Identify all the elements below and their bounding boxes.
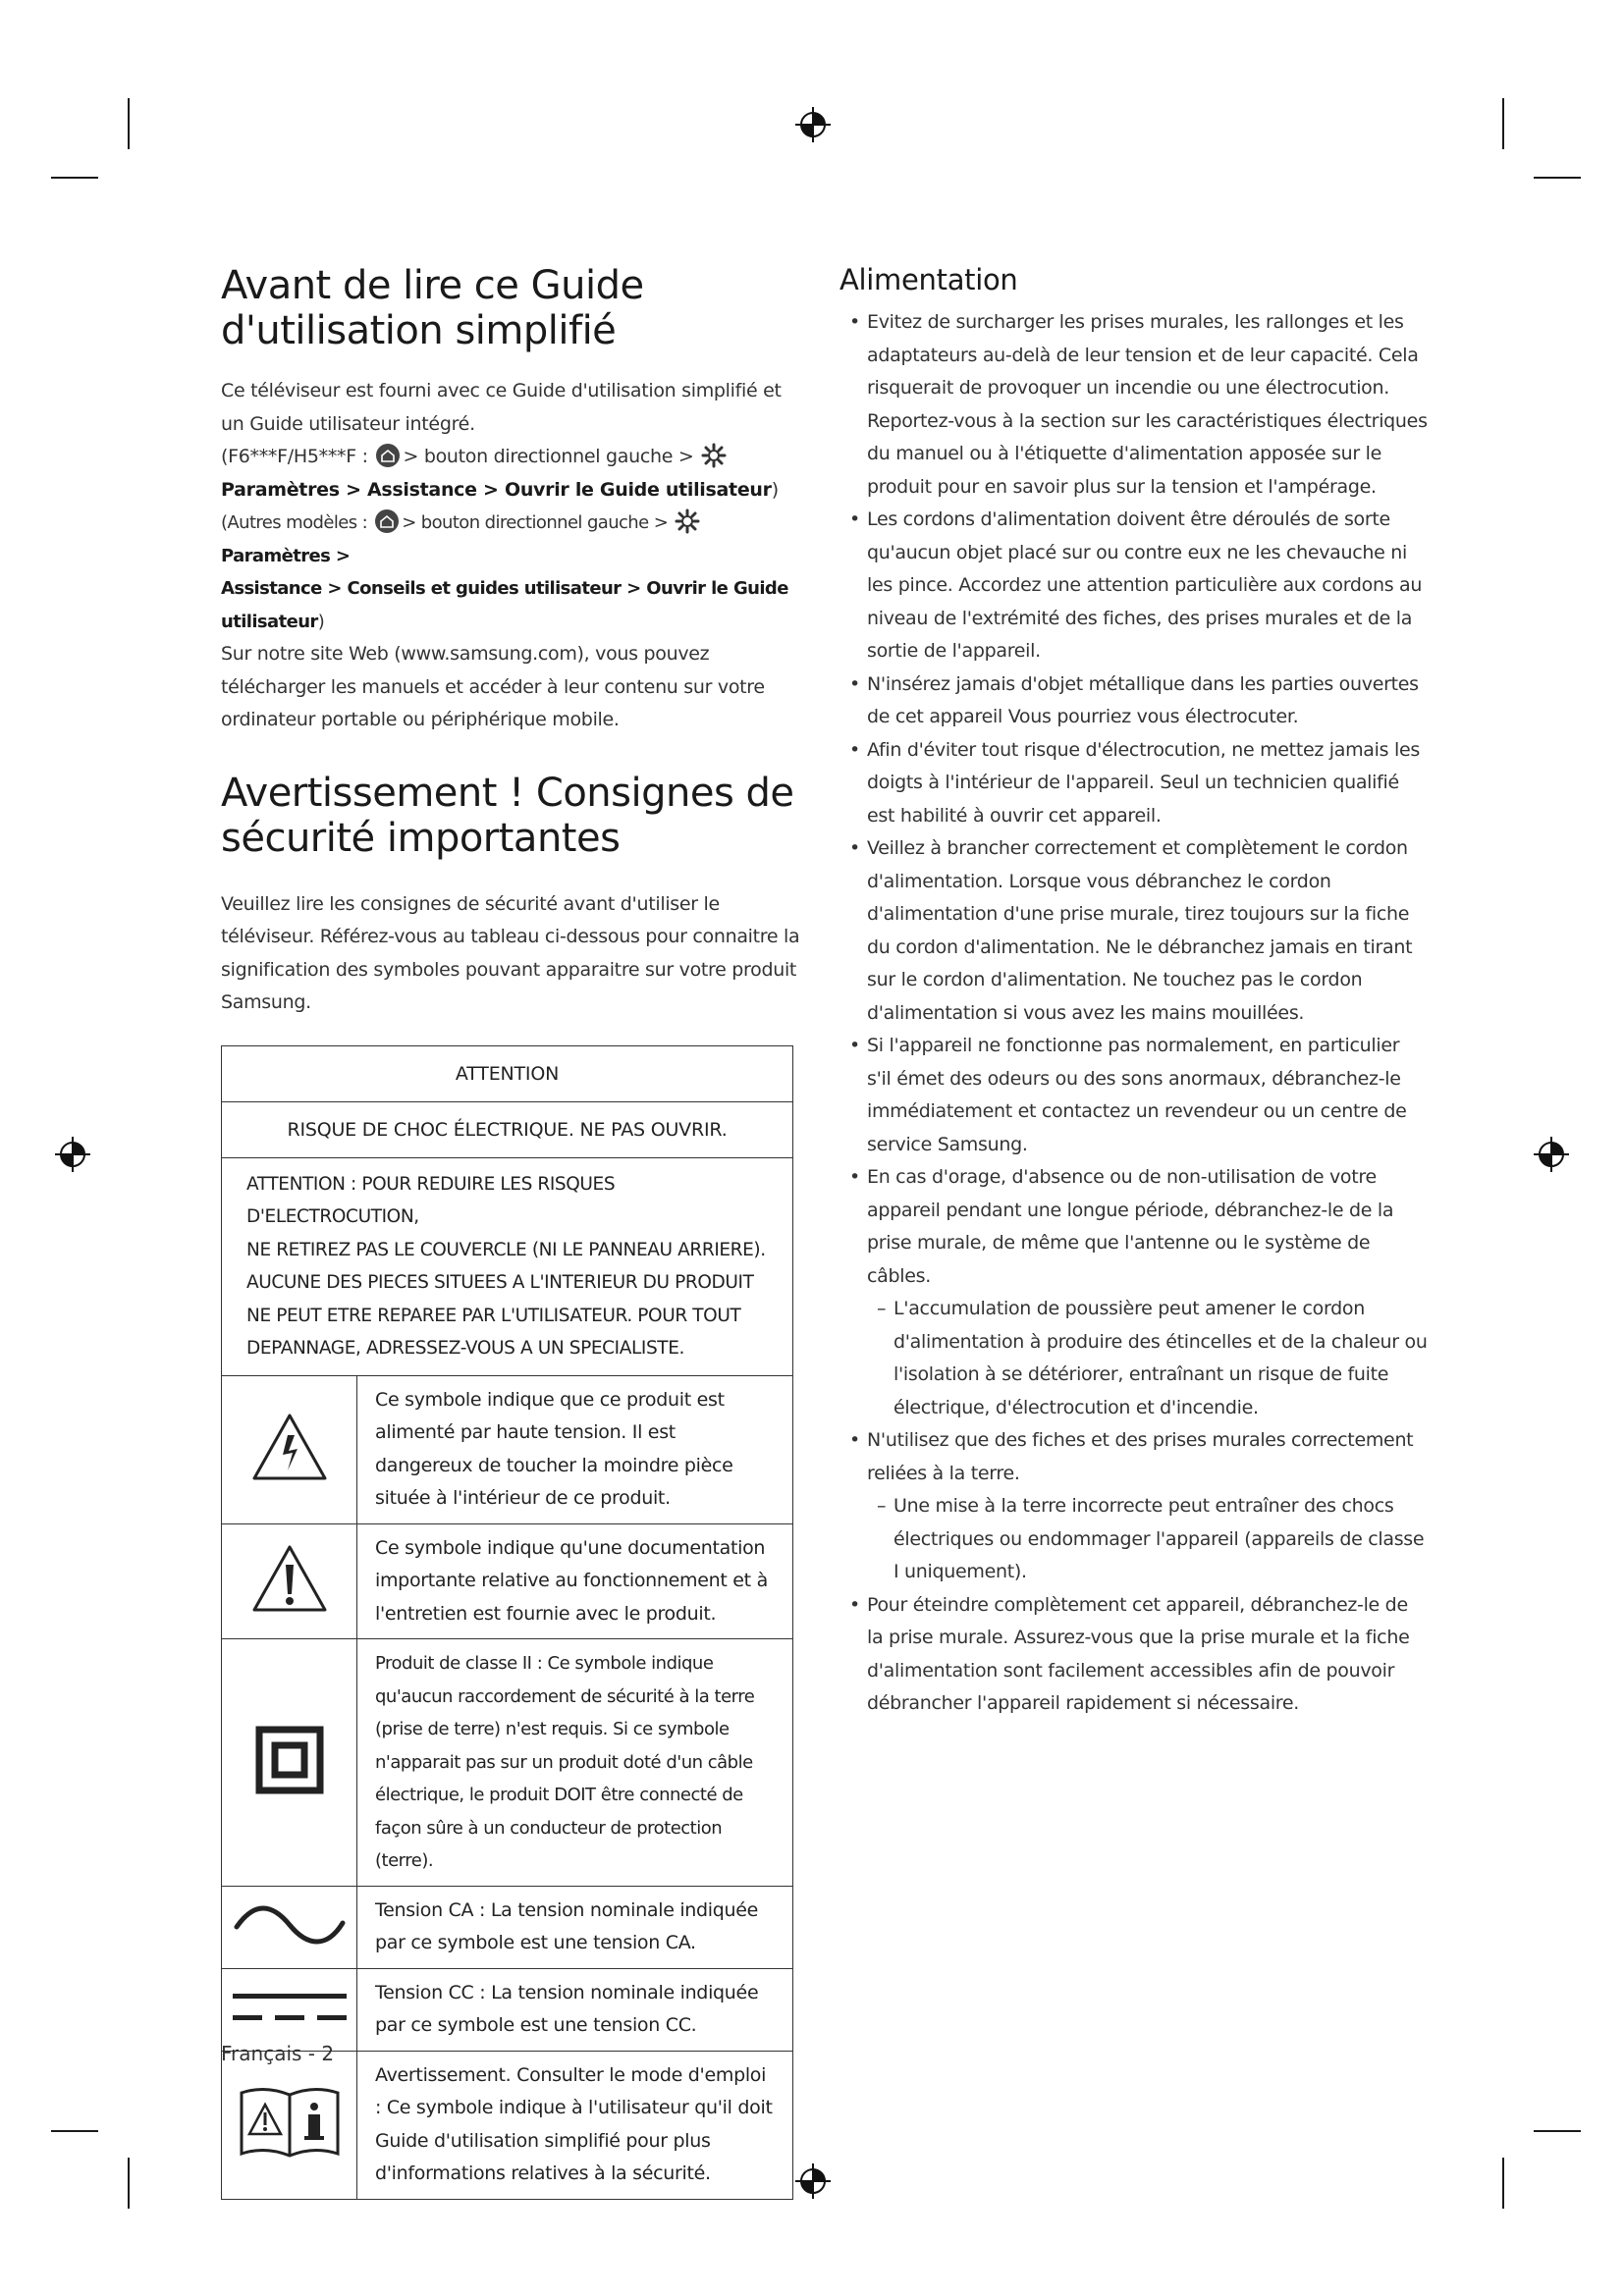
crop-mark	[1534, 2130, 1581, 2132]
sub-item: – L'accumulation de poussière peut amener le cordon d'alimentation à produire des étincelles et de la chaleur ou l'isolation à se détériorer, entraînant un risque de fuite électrique, d'électrocution et d'incendie.	[877, 1298, 1428, 1418]
menu-path-other: (Autres modèles : > bouton directionnel gauche > Paramètres > Assistance > Conseils et guides utilisateur > Ouvrir le Guide utilisateur)	[221, 507, 800, 638]
table-row: Ce symbole indique que ce produit est alimenté par haute tension. Il est dangereux de toucher la moindre pièce située à l'intérieur de ce produit.	[222, 1375, 793, 1523]
list-item: • Evitez de surcharger les prises murales, les rallonges et les adaptateurs au-delà de leur tension et de leur capacité. Cela risquerait de provoquer un incendie ou une électrocution. Reportez-vous à la section sur les caractéristiques électriques du manuel ou à l'étiquette d'alimentation apposée sur le produit pour en savoir plus sur la tension et l'ampérage.	[849, 311, 1428, 498]
sub-item: – Une mise à la terre incorrecte peut entraîner des chocs électriques ou endommager l'appareil (appareils de classe I uniquement).	[877, 1495, 1425, 1582]
list-item: • Les cordons d'alimentation doivent être déroulés de sorte qu'aucun objet placé sur ou contre eux ne les chevauche ni les pince. Accordez une attention particulière aux cordons au niveau de l'extrémité des fiches, des prises murales et de la sortie de l'appareil.	[849, 508, 1423, 662]
dc-lines-icon	[231, 1988, 349, 2027]
table-row: Avertissement. Consulter le mode d'emploi : Ce symbole indique à l'utilisateur qu'il doit Guide d'utilisation simplifié pour plus d'informations relatives à la sécurité.	[222, 2051, 793, 2199]
list-item: • Si l'appareil ne fonctionne pas normalement, en particulier s'il émet des odeurs ou des sons anormaux, débranchez-le immédiatement et contactez un revendeur ou un centre de service Samsung.	[849, 1035, 1407, 1155]
class-ii-double-square-icon	[255, 1726, 324, 1794]
page-footer: Français - 2	[221, 2042, 335, 2065]
left-column	[221, 263, 800, 2200]
section-title-alimentation: Alimentation	[839, 263, 1018, 296]
symbols-table	[221, 1045, 793, 2200]
ac-wave-icon	[233, 1905, 347, 1945]
home-icon	[374, 508, 400, 534]
table-row: Tension CC : La tension nominale indiquée par ce symbole est une tension CC.	[222, 1968, 793, 2051]
list-item: • Veillez à brancher correctement et complètement le cordon d'alimentation. Lorsque vous débranchez le cordon d'alimentation d'une prise murale, tirez toujours sur la fiche du cordon d'alimentation. Ne le débranchez jamais en tirant sur le cordon d'alimentation. Ne touchez pas le cordon d'alimentation si vous avez les mains mouillées.	[849, 837, 1413, 1024]
safety-title: Avertissement ! Consignes de sécurité importantes	[221, 770, 794, 861]
table-row: Produit de classe II : Ce symbole indique qu'aucun raccordement de sécurité à la terre (prise de terre) n'est requis. Si ce symbole n'apparait pas sur un produit doté d'un câble électrique, le produit DOIT être connecté de façon sûre à un conducteur de protection (terre).	[222, 1639, 793, 1887]
crop-mark	[1502, 98, 1504, 149]
registration-mark-icon	[53, 1135, 92, 1174]
home-icon	[375, 443, 401, 468]
power-bullets	[839, 306, 1429, 1721]
attention-header: ATTENTION	[222, 1045, 793, 1101]
table-row: Ce symbole indique qu'une documentation importante relative au fonctionnement et à l'entretien est fournie avec le produit.	[222, 1523, 793, 1639]
safety-intro: Veuillez lire les consignes de sécurité avant d'utiliser le téléviseur. Référez-vous au tableau ci-dessous pour connaitre la signification des symboles pouvant apparaitre sur votre produit Samsung.	[221, 892, 800, 1013]
crop-mark	[128, 2158, 130, 2209]
registration-mark-icon	[1532, 1135, 1571, 1174]
crop-mark	[1534, 177, 1581, 179]
high-voltage-triangle-icon	[250, 1412, 329, 1482]
list-item: • N'insérez jamais d'objet métallique dans les parties ouvertes de cet appareil Vous pourriez vous électrocuter.	[849, 672, 1419, 727]
risk-header: RISQUE DE CHOC ÉLECTRIQUE. NE PAS OUVRIR.	[222, 1101, 793, 1157]
crop-mark	[51, 2130, 98, 2132]
website-paragraph: Sur notre site Web (www.samsung.com), vous pouvez télécharger les manuels et accéder à leur contenu sur votre ordinateur portable ou périphérique mobile.	[221, 643, 765, 730]
list-item: • Pour éteindre complètement cet appareil, débranchez-le de la prise murale. Assurez-vous que la prise murale et la fiche d'alimentation sont facilement accessibles afin de pouvoir débrancher l'appareil rapidement si nécessaire.	[849, 1593, 1410, 1714]
manual-warning-book-icon	[236, 2083, 344, 2162]
crop-mark	[1502, 2158, 1504, 2209]
list-item: • N'utilisez que des fiches et des prises murales correctement reliées à la terre. – Une mise à la terre incorrecte peut entraîner des chocs électriques ou endommager l'appareil (appareils de classe I uniquement).	[839, 1424, 1429, 1589]
menu-path-f6: (F6***F/H5***F : > bouton directionnel gauche > Paramètres > Assistance > Ouvrir le Guide utilisateur)	[221, 441, 800, 507]
list-item: • En cas d'orage, d'absence ou de non-utilisation de votre appareil pendant une longue période, débranchez-le de la prise murale, de même que l'antenne ou le système de câbles. – L'accumulation de poussière peut amener le cordon d'alimentation à produire des étincelles et de la chaleur ou l'isolation à se détériorer, entraînant un risque de fuite électrique, d'électrocution et d'incendie.	[839, 1161, 1429, 1424]
crop-mark	[128, 98, 130, 149]
list-item: • Afin d'éviter tout risque d'électrocution, ne mettez jamais les doigts à l'intérieur de l'appareil. Seul un technicien qualifié est habilité à ouvrir cet appareil.	[849, 738, 1420, 827]
settings-gear-icon	[675, 508, 700, 534]
crop-mark	[51, 177, 98, 179]
registration-mark-icon	[793, 105, 833, 144]
table-row: Tension CA : La tension nominale indiquée par ce symbole est une tension CA.	[222, 1886, 793, 1968]
exclamation-triangle-icon	[250, 1543, 329, 1614]
warning-text: ATTENTION : POUR REDUIRE LES RISQUES D'ELECTROCUTION, NE RETIREZ PAS LE COUVERCLE (NI LE PANNEAU ARRIERE). AUCUNE DES PIECES SITUEES A L'INTERIEUR DU PRODUIT NE PEUT ETRE REPAREE PAR L'UTILISATEUR. POUR TOUT DEPANNAGE, ADRESSEZ-VOUS A UN SPECIALISTE.	[222, 1157, 793, 1375]
right-column	[839, 263, 1429, 1721]
page-title: Avant de lire ce Guide d'utilisation simplifié	[221, 263, 644, 353]
intro-paragraph: Ce téléviseur est fourni avec ce Guide d'utilisation simplifié et un Guide utilisateur intégré.	[221, 380, 782, 435]
settings-gear-icon	[701, 443, 727, 468]
